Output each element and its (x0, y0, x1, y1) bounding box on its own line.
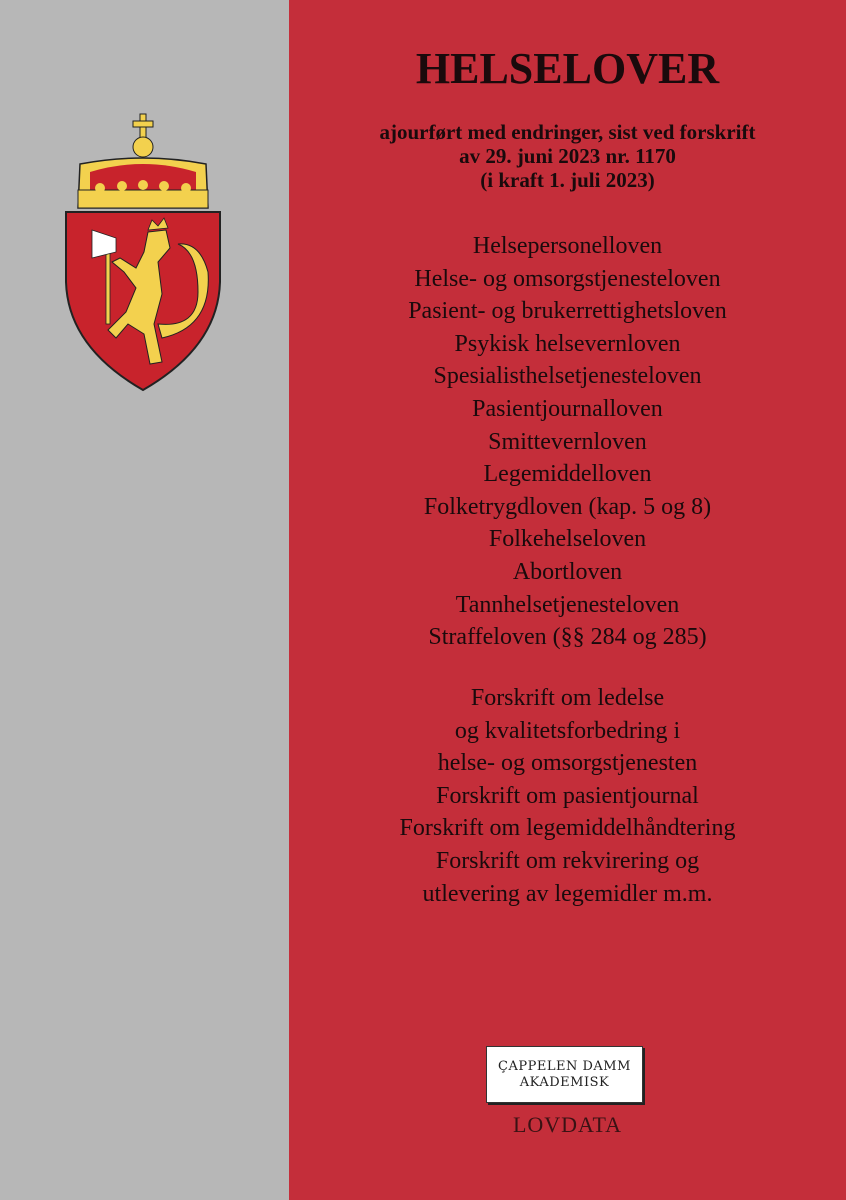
publisher-logo (486, 1046, 643, 1103)
law-item: Psykisk helsevernloven (454, 330, 681, 357)
law-item: Helse- og omsorgstjenesteloven (414, 265, 721, 292)
coat-of-arms-icon (58, 112, 228, 392)
law-item: Pasientjournalloven (472, 395, 663, 422)
law-item: Pasient- og brukerrettighetsloven (408, 298, 727, 325)
book-title: HELSELOVER (415, 44, 720, 93)
subtitle-line: (i kraft 1. juli 2023) (480, 168, 655, 192)
law-item: Abortloven (512, 558, 623, 585)
law-item: Smittevernloven (488, 428, 647, 455)
law-item: Spesialisthelsetjenesteloven (433, 363, 702, 390)
regulation-line: og kvalitetsforbedring i (454, 717, 681, 744)
subtitle-line: av 29. juni 2023 nr. 1170 (459, 144, 676, 168)
regulation-line: Forskrift om pasientjournal (436, 782, 699, 809)
law-item: Legemiddelloven (483, 461, 652, 488)
regulation-line: Forskrift om legemiddelhåndtering (399, 815, 736, 842)
law-item: Folketrygdloven (kap. 5 og 8) (423, 493, 712, 520)
right-red-panel (289, 0, 846, 1200)
regulations-list (289, 682, 846, 910)
edition-subtitle (289, 120, 846, 192)
publisher-name-line: ÇAPPELEN DAMM (498, 1058, 631, 1074)
subtitle-line: ajourført med endringer, sist ved forskrift (379, 120, 756, 144)
law-item: Straffeloven (§§ 284 og 285) (428, 624, 707, 651)
regulation-line: utlevering av legemidler m.m. (422, 880, 713, 907)
publisher-name-line: AKADEMISK (519, 1074, 610, 1090)
regulation-line: helse- og omsorgstjenesten (437, 750, 698, 777)
law-item: Helsepersonelloven (472, 233, 663, 259)
left-gray-panel (0, 0, 289, 1200)
laws-list (289, 230, 846, 654)
law-item: Folkehelseloven (488, 526, 647, 553)
law-item: Tannhelsetjenesteloven (455, 591, 680, 618)
regulation-line: Forskrift om rekvirering og (435, 847, 700, 874)
imprint-label: LOVDATA (512, 1112, 623, 1137)
regulation-line: Forskrift om ledelse (470, 685, 665, 711)
